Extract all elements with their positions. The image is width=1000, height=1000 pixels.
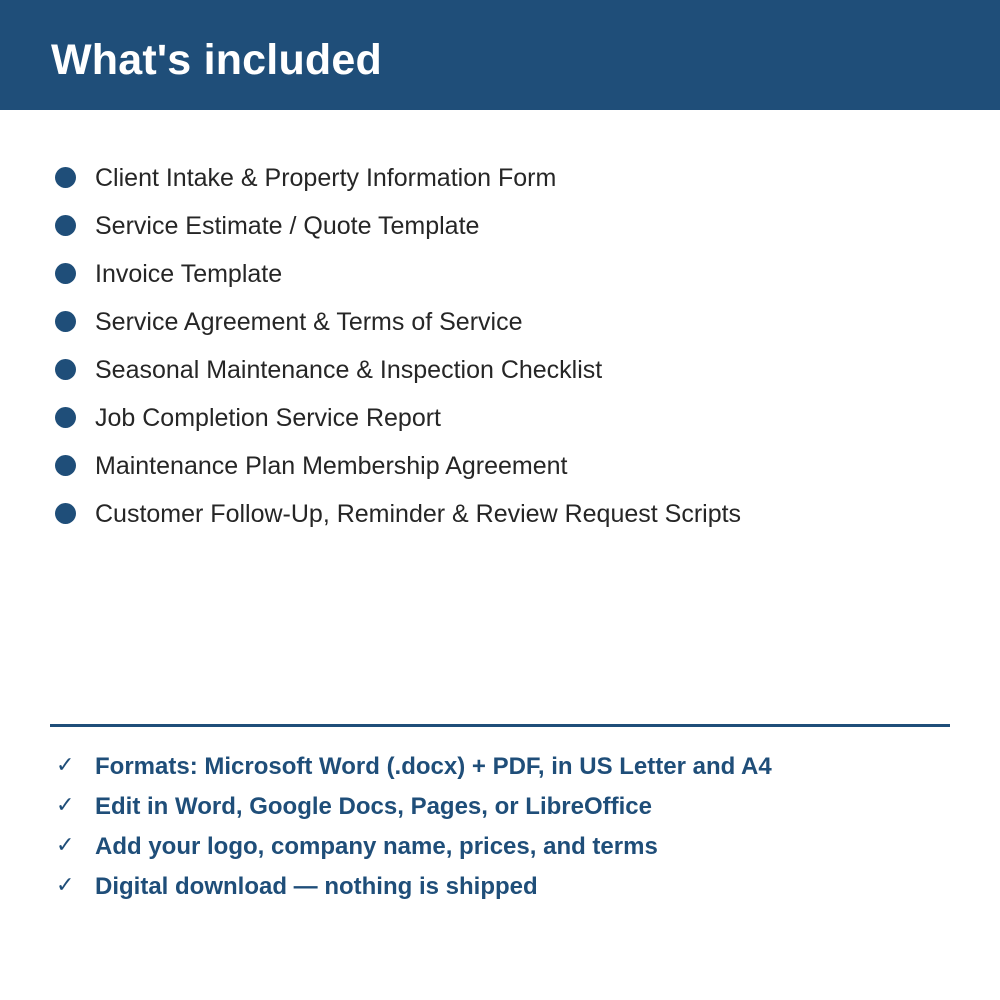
format-note-item (0, 868, 1000, 908)
list-item-label: Job Completion Service Report (95, 404, 441, 432)
format-note-item (0, 788, 1000, 828)
list-item-label: Seasonal Maintenance & Inspection Checklist (95, 356, 603, 384)
format-note-label: Add your logo, company name, prices, and terms (95, 833, 658, 860)
bullet-icon (55, 263, 76, 284)
header-bar (0, 0, 1000, 110)
list-item (0, 442, 1000, 490)
list-item (0, 490, 1000, 538)
checkmark-icon: ✓ (56, 873, 75, 898)
format-note-label: Edit in Word, Google Docs, Pages, or LibreOffice (95, 793, 652, 820)
list-item (0, 250, 1000, 298)
bullet-icon (55, 455, 76, 476)
checkmark-icon: ✓ (56, 833, 75, 858)
list-item (0, 346, 1000, 394)
list-item (0, 154, 1000, 202)
format-notes-list (0, 748, 1000, 908)
format-note-label: Formats: Microsoft Word (.docx) + PDF, in US Letter and A4 (95, 753, 772, 780)
list-item (0, 298, 1000, 346)
list-item-label: Client Intake & Property Information Form (95, 164, 557, 192)
bullet-icon (55, 359, 76, 380)
bullet-icon (55, 167, 76, 188)
section-divider (50, 724, 950, 727)
format-note-item (0, 748, 1000, 788)
bullet-icon (55, 503, 76, 524)
included-items-list (0, 154, 1000, 538)
list-item-label: Invoice Template (95, 260, 283, 288)
checkmark-icon: ✓ (56, 753, 75, 778)
format-note-label: Digital download — nothing is shipped (95, 873, 538, 900)
list-item-label: Service Agreement & Terms of Service (95, 308, 523, 336)
list-item-label: Service Estimate / Quote Template (95, 212, 480, 240)
bullet-icon (55, 215, 76, 236)
list-item-label: Maintenance Plan Membership Agreement (95, 452, 568, 480)
page-title: What's included (51, 36, 382, 84)
list-item (0, 394, 1000, 442)
list-item-label: Customer Follow-Up, Reminder & Review Request Scripts (95, 500, 742, 528)
list-item (0, 202, 1000, 250)
format-note-item (0, 828, 1000, 868)
bullet-icon (55, 311, 76, 332)
checkmark-icon: ✓ (56, 793, 75, 818)
bullet-icon (55, 407, 76, 428)
